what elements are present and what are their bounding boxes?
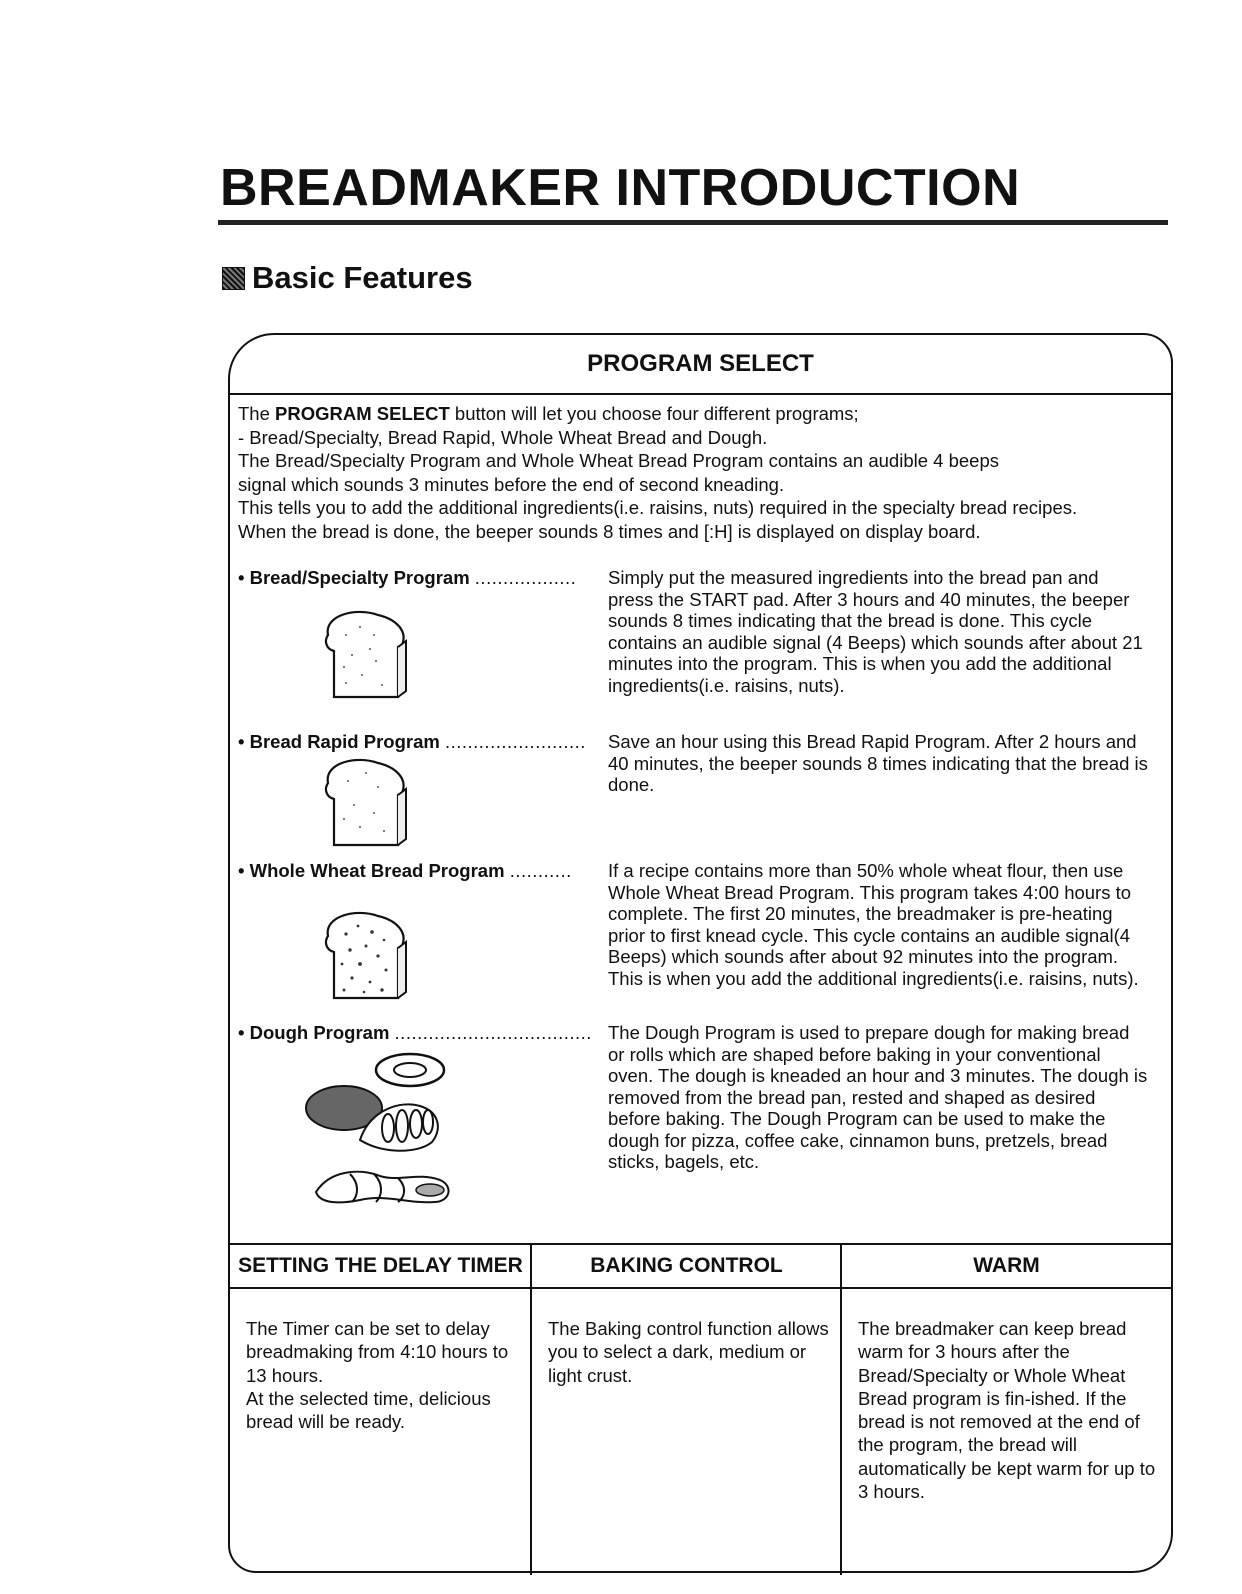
leader-dots: ..................	[474, 567, 577, 588]
program-name: • Dough Program	[238, 1022, 390, 1043]
program-name: • Whole Wheat Bread Program	[238, 860, 505, 881]
program-label	[238, 860, 608, 882]
program-description: If a recipe contains more than 50% whole wheat flour, then use Whole Wheat Bread Program. This program takes 4:00 hours to complete. The first 20 minutes, the breadmaker is pre-heating prior to first knead cycle. This cycle contains an audible signal(4 Beeps) which sounds after about 92 minutes into the program. This is when you add the additional ingredients(i.e. raisins, nuts).	[608, 860, 1139, 989]
intro-bold-text: PROGRAM SELECT	[275, 403, 450, 424]
intro-line	[238, 402, 1163, 426]
bread-slice-icon	[316, 753, 416, 853]
program-description: Simply put the measured ingredients into the bread pan and press the START pad. After 3 hours and 40 minutes, the beeper sounds 8 times indicating that the bread is done. This cycle contains an audible signal (4 Beeps) which sounds after about 21 minutes into the program. This is when you add the additional ingredients(i.e. raisins, nuts).	[608, 567, 1143, 696]
program-select-intro	[238, 402, 1163, 543]
program-name: • Bread/Specialty Program	[238, 567, 470, 588]
features-box	[228, 333, 1173, 1573]
whole-wheat-slice-icon	[316, 906, 416, 1006]
title-rule	[218, 220, 1168, 225]
leader-dots: .........................	[444, 731, 586, 752]
program-select-heading: PROGRAM SELECT	[230, 335, 1171, 395]
bread-slice-icon	[316, 605, 416, 705]
delay-timer-column	[230, 1245, 531, 1575]
leader-dots: ...................................	[394, 1022, 592, 1043]
page-title: BREADMAKER INTRODUCTION	[220, 159, 1021, 217]
baking-control-text: The Baking control function allows you to select a dark, medium or light crust.	[548, 1318, 829, 1386]
program-label	[238, 731, 608, 753]
intro-line: The Bread/Specialty Program and Whole Wheat Bread Program contains an audible 4 beeps	[238, 450, 999, 471]
program-description: The Dough Program is used to prepare dough for making bread or rolls which are shaped before baking in your conventional oven. The dough is kneaded an hour and 3 minutes. The dough is removed from the bread pan, rested and shaped as desired before baking. The Dough Program can be used to make the dough for pizza, coffee cake, cinnamon buns, pretzels, bread sticks, bagels, etc.	[608, 1022, 1148, 1172]
section-heading	[222, 260, 473, 296]
program-label	[238, 1022, 608, 1044]
intro-line: signal which sounds 3 minutes before the end of second kneading.	[238, 473, 785, 495]
program-description: Save an hour using this Bread Rapid Program. After 2 hours and 40 minutes, the beeper sounds 8 times indicating that the bread is done.	[608, 731, 1148, 795]
feature-columns	[230, 1243, 1171, 1575]
intro-line: This tells you to add the additional ingredients(i.e. raisins, nuts) required in the specialty bread recipes.	[238, 497, 1078, 518]
delay-timer-text: The Timer can be set to delay breadmaking from 4:10 hours to 13 hours. At the selected time, delicious bread will be ready.	[246, 1318, 509, 1433]
delay-timer-heading: SETTING THE DELAY TIMER	[230, 1245, 531, 1289]
warm-column	[842, 1245, 1171, 1575]
square-bullet-icon	[222, 267, 245, 290]
intro-text: button will let you choose four different programs;	[449, 403, 859, 424]
baking-control-column	[532, 1245, 841, 1575]
intro-line: When the bread is done, the beeper sounds 8 times and [:H] is displayed on display board.	[238, 520, 981, 542]
intro-line: - Bread/Specialty, Bread Rapid, Whole Wheat Bread and Dough.	[238, 426, 768, 448]
program-label	[238, 567, 608, 589]
warm-heading: WARM	[842, 1245, 1171, 1289]
leader-dots: ...........	[509, 860, 572, 881]
intro-text: The	[238, 403, 276, 424]
baking-control-heading: BAKING CONTROL	[532, 1245, 841, 1289]
dough-products-icon	[300, 1050, 460, 1210]
program-name: • Bread Rapid Program	[238, 731, 440, 752]
warm-text: The breadmaker can keep bread warm for 3 hours after the Bread/Specialty or Whole Wheat Bread program is fin-ished. If the bread is not removed at the end of the program, the bread will automatically be kept warm for up to 3 hours.	[858, 1318, 1156, 1503]
section-heading-text: Basic Features	[252, 260, 473, 295]
